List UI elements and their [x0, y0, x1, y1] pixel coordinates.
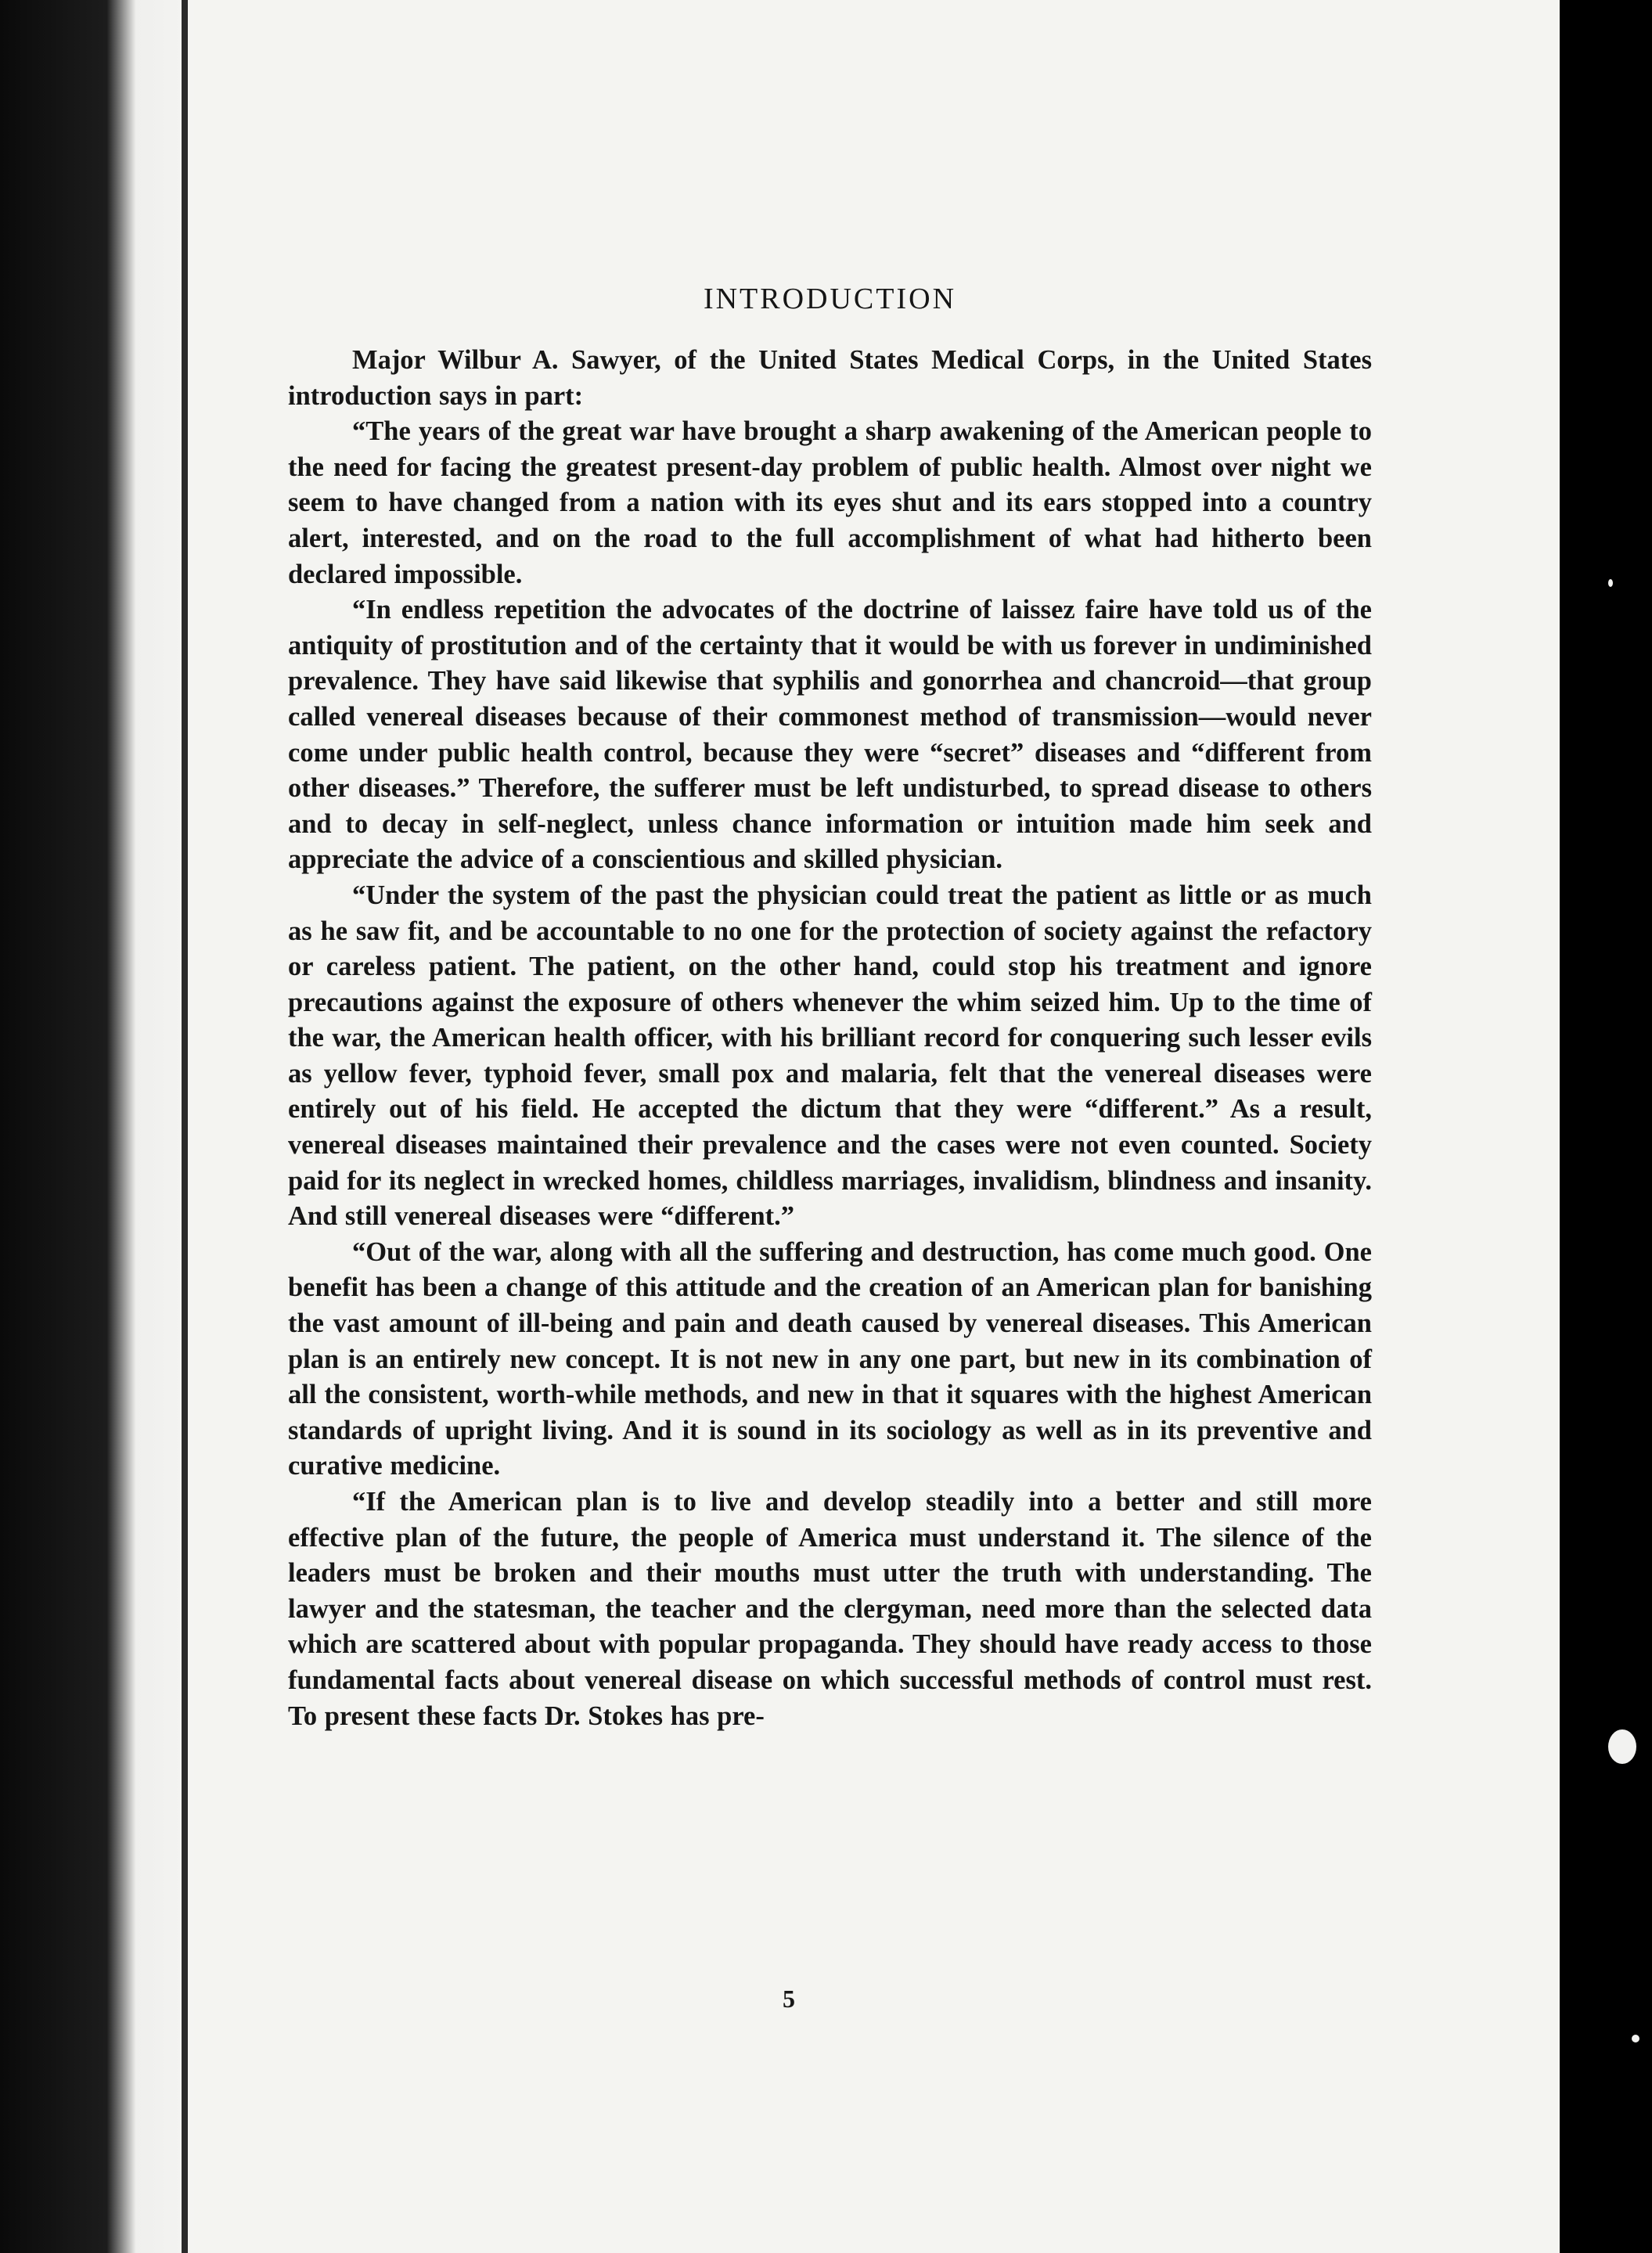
- paragraph: “Out of the war, along with all the suffering and destruction, has come much good. One benefit has been a change of this attitude and the creation of an American plan for banishing the vast amount of ill-being and pain and death caused by venereal diseases. This American plan is an entirely new concept. It is not new in any one part, but new in its combination of all the consistent, worth-while methods, and new in that it squares with the highest American standards of upright living. And it is sound in its sociology as well as in its preventive and curative medicine.: [288, 1236, 1372, 1481]
- paragraph: “The years of the great war have brought a sharp awakening of the American people to the need for facing the greatest present-day problem of public health. Almost over night we seem to have changed from a nation with its eyes shut and its ears stopped into a country alert, interested, and on the road to the full accomplishment of what had hitherto been declared impossible.: [288, 416, 1372, 589]
- page-number: 5: [783, 1985, 795, 2013]
- paragraph: Major Wilbur A. Sawyer, of the United States Medical Corps, in the United States introduction says in part:: [288, 345, 1372, 411]
- gutter-shadow: [182, 0, 188, 2253]
- page-text: [288, 282, 1372, 1734]
- paragraph: “Under the system of the past the physician could treat the patient as little or as much as he saw fit, and be accountable to no one for the protection of society against the refactory or careless patient. The patient, on the other hand, could stop his treatment and ignore precautions against the exposure of others whenever the whim seized him. Up to the time of the war, the American health officer, with his brilliant record for conquering such lesser evils as yellow fever, typhoid fever, small pox and malaria, felt that the venereal diseases were entirely out of his field. He accepted the dictum that they were “different.” As a result, venereal diseases maintained their prevalence and the cases were not even counted. Society paid for its neglect in wrecked homes, childless marriages, invalidism, blindness and insanity. And still venereal diseases were “different.”: [288, 880, 1372, 1232]
- scan-artifact: [1608, 1729, 1636, 1764]
- left-page-edge: [0, 0, 194, 2253]
- chapter-heading: INTRODUCTION: [703, 283, 957, 315]
- right-border: [1560, 0, 1652, 2253]
- paragraph: “If the American plan is to live and develop steadily into a better and still more effective plan of the future, the people of America must understand it. The silence of the leaders must be broken and their mouths must utter the truth with understanding. The lawyer and the statesman, the teacher and the clergyman, need more than the selected data which are scattered about with popular propaganda. They should have ready access to those fundamental facts about venereal disease on which successful methods of control must rest. To present these facts Dr. Stokes has pre-: [288, 1487, 1372, 1731]
- scan-artifact: [1632, 2035, 1639, 2042]
- scan-artifact: [1608, 579, 1613, 587]
- paragraph: “In endless repetition the advocates of the doctrine of laissez faire have told us of the antiquity of prostitution and of the certainty that it would be with us forever in undiminished prevalence. They have said likewise that syphilis and gonorrhea and chancroid—that group called venereal diseases because of their commonest method of transmission—would never come under public health control, because they were “secret” diseases and “different from other diseases.” Therefore, the sufferer must be left undisturbed, to spread disease to others and to decay in self-neglect, unless chance information or intuition made him seek and appreciate the advice of a conscientious and skilled physician.: [288, 595, 1372, 875]
